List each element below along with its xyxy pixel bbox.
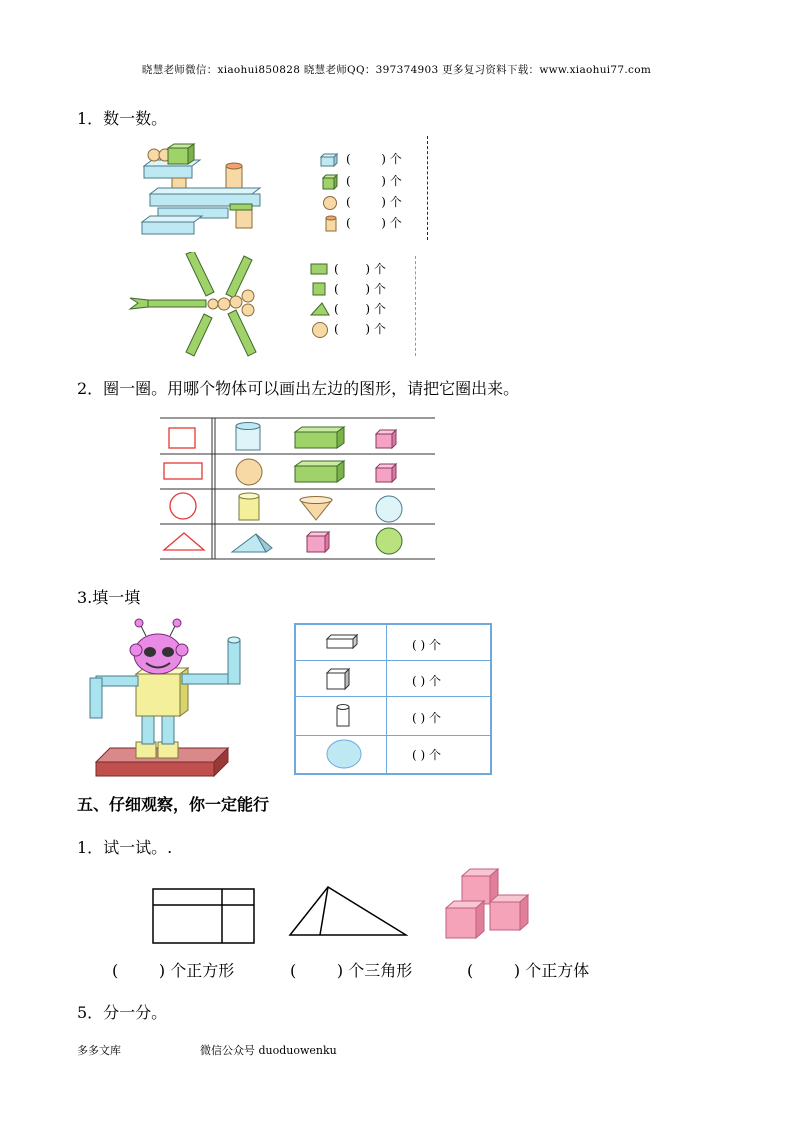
divide-title: 5．分一分。 (77, 1003, 168, 1022)
section-2-title: 2．圈一圈。用哪个物体可以画出左边的图形，请把它圈出来。 (77, 379, 520, 398)
sphere-icon (322, 195, 338, 211)
robot-figure (84, 616, 244, 780)
circle-the-object-table (160, 416, 435, 562)
page-header: 晓慧老师微信：xiaohui850828 晓慧老师QQ：397374903 更多复习资料下载：www.xiaohui77.com (141, 64, 652, 76)
triangles-figure (288, 885, 408, 937)
section-1-title: 1．数一数。 (77, 109, 168, 128)
count-blank[interactable]: ( ) 个 (412, 711, 441, 725)
fill-in-count-table (294, 623, 492, 775)
sphere-icon (326, 739, 362, 769)
triangle-count-blank[interactable]: ( ) 个三角形 (290, 961, 413, 980)
square-icon (312, 282, 326, 296)
square-count-blank[interactable]: ( ) 个正方形 (112, 961, 235, 980)
dashed-divider (427, 136, 428, 240)
long-cuboid-icon (326, 634, 360, 650)
triangle-icon (310, 302, 330, 316)
count-blank[interactable]: ( ) 个 (412, 674, 441, 688)
cylinder-icon (334, 703, 354, 729)
cylinder-icon (324, 215, 338, 233)
count-blank[interactable]: ( ) 个 (334, 322, 386, 336)
cubes-figure (444, 866, 532, 940)
table-divider (296, 660, 490, 661)
footer-right: 微信公众号 duoduowenku (200, 1044, 337, 1057)
count-blank[interactable]: ( ) 个 (412, 748, 441, 762)
cuboid-icon (320, 153, 338, 167)
table-divider (386, 625, 387, 773)
footer-left: 多多文库 (77, 1044, 121, 1057)
section-3-title: 3.填一填 (77, 588, 141, 607)
squares-figure (152, 887, 256, 945)
count-blank[interactable]: ( ) 个 (334, 262, 386, 276)
count-blank[interactable]: ( ) 个 (346, 152, 402, 166)
circle-icon (311, 321, 329, 339)
table-divider (296, 696, 490, 697)
count-blank[interactable]: ( ) 个 (334, 302, 386, 316)
arm-cuboid-icon (326, 667, 352, 691)
rectangle-icon (310, 263, 328, 275)
count-blank[interactable]: ( ) 个 (334, 282, 386, 296)
dashed-divider (415, 256, 416, 356)
cube-count-blank[interactable]: ( ) 个正方体 (467, 961, 590, 980)
cube-icon (322, 174, 338, 190)
block-structure-figure (138, 142, 263, 237)
radiating-shapes-figure (128, 252, 263, 358)
count-blank[interactable]: ( ) 个 (346, 195, 402, 209)
table-divider (296, 735, 490, 736)
section-heading: 五、仔细观察，你一定能行 (77, 795, 270, 814)
count-blank[interactable]: ( ) 个 (346, 174, 402, 188)
try-title: 1．试一试。. (77, 838, 173, 857)
count-blank[interactable]: ( ) 个 (412, 638, 441, 652)
count-blank[interactable]: ( ) 个 (346, 216, 402, 230)
